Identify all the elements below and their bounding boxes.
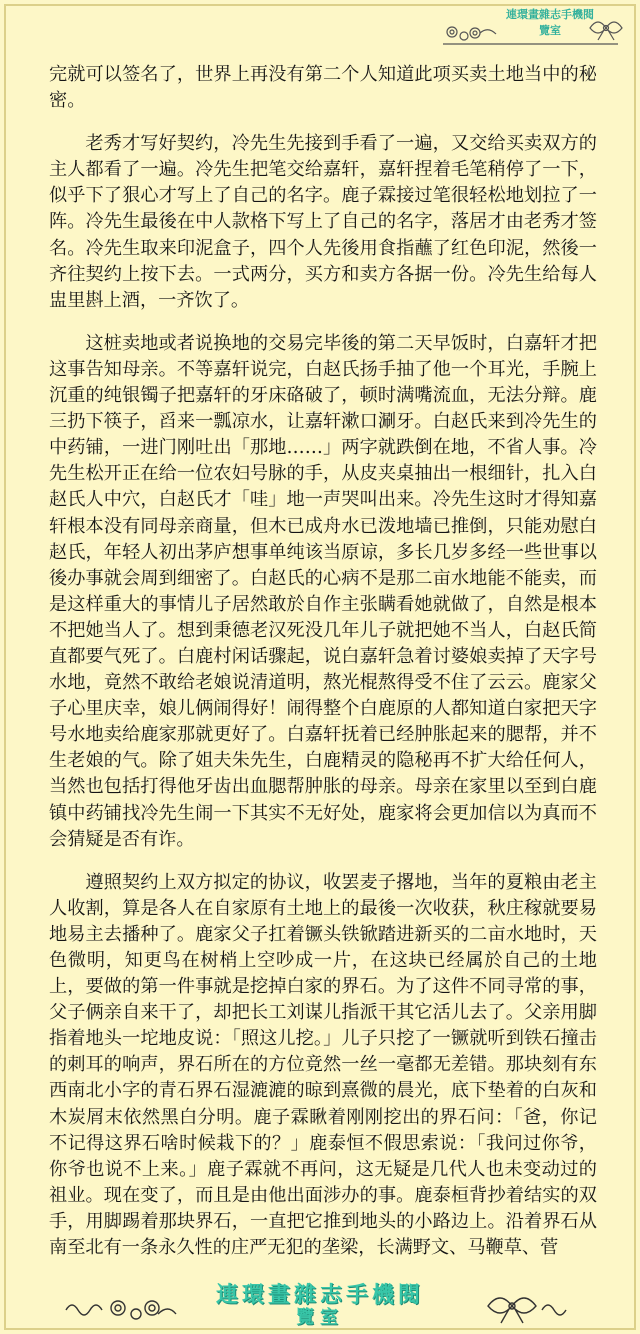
header-watermark-line1: 連環畫雜志手機閱: [506, 8, 594, 21]
header-watermark-line2: 覽室: [539, 24, 561, 37]
paragraph-2: 老秀才写好契约，冷先生先接到手看了一遍，又交给买卖双方的主人都看了一遍。冷先生把笔交给嘉轩，嘉轩捏着毛笔稍停了一下，似乎下了狠心才写上了自己的名字。鹿子霖接过笔很轻松地划拉了一阵。冷先生最後在中人款格下写上了自己的名字，落居才由老秀才签名。冷先生取来印泥盒子，四个人先後用食指蘸了红色印泥，然後一齐往契约上按下去。一式两分，买方和卖方各据一份。冷先生给每人盅里斟上酒，一齐饮了。: [49, 133, 597, 311]
header-watermark: [440, 6, 630, 50]
footer-watermark-line2: 覽室: [296, 1307, 344, 1328]
footer-watermark: [58, 1284, 582, 1328]
paragraph-4: 遵照契约上双方拟定的协议，收罢麦子撂地，当年的夏粮由老主人收割，算是各人在自家原有土地上的最後一次收获，秋庄稼就要易地易主去播种了。鹿家父子扛着镢头铁锨踏进新买的二亩水地时，天色微明，知更鸟在树梢上空吵成一片，在这块已经属於自己的土地上，要做的第一件事就是挖掉白家的界石。为了这件不同寻常的事，父子俩亲自来干了，却把长工刘谋儿指派干其它活儿去了。父亲用脚指着地头一坨地皮说：「照这儿挖。」儿子只挖了一镢就听到铁石撞击的刺耳的响声，界石所在的方位竟然一丝一毫都无差错。那块刻有东西南北小字的青石界石湿漉漉的晾到熹微的晨光，底下垫着的白灰和木炭屑末依然黑白分明。鹿子霖瞅着刚刚挖出的界石问：「爸，你记不记得这界石啥时候栽下的？」鹿泰恒不假思索说：「我问过你爷，你爷也说不上来。」鹿子霖就不再问，这无疑是几代人也未变动过的祖业。现在变了，而且是由他出面涉办的事。鹿泰桓背抄着结实的双手，用脚踢着那块界石，一直把它推到地头的小路边上。沿着界石从南至北有一条永久性的庄严无犯的垄梁，长满野文、马鞭草、菅: [49, 871, 597, 1259]
paragraph-3: 这桩卖地或者说换地的交易完毕後的第二天早饭时，白嘉轩才把这事告知母亲。不等嘉轩说完，白赵氏扬手抽了他一个耳光，手腕上沉重的纯银镯子把嘉轩的牙床硌破了，顿时满嘴流血，无法分辩。鹿三扔下筷子，舀来一瓢凉水，让嘉轩漱口涮牙。白赵氏来到冷先生的中药铺，一进门刚吐出「那地……」两字就跌倒在地，不省人事。冷先生松开正在给一位农妇号脉的手，从皮夹桌抽出一根细针，扎入白赵氏人中穴，白赵氏才「哇」地一声哭叫出来。冷先生这时才得知嘉轩根本没有同母亲商量，但木已成舟水已泼地墙已推倒，只能劝慰白赵氏，年轻人初出茅庐想事单纯该当原谅，多长几岁多经一些世事以後办事就会周到细密了。白赵氏的心病不是那二亩水地能不能卖，而是这样重大的事情儿子居然敢於自作主张瞒看她就做了，自然是根本不把她当人了。想到秉德老汉死没几年儿子就把她不当人，白赵氏简直都要气死了。白鹿村闲话骤起，说白嘉轩急着讨婆娘卖掉了天字号水地，竟然不敢给老娘说清道明，熬光棍熬得受不住了云云。鹿家父子心里庆幸，娘儿俩闹得好！闹得整个白鹿原的人都知道白家把天字号水地卖给鹿家那就更好了。白嘉轩抚着已经肿胀起来的腮帮，并不生老娘的气。除了姐夫朱先生，白鹿精灵的隐秘再不扩大给任何人，当然也包括打得他牙齿出血腮帮肿胀的母亲。母亲在家里以至到白鹿镇中药铺找冷先生闹一下其实不无好处，鹿家将会更加信以为真而不会猜疑是否有诈。: [49, 332, 597, 850]
article-body: [49, 62, 597, 1278]
paragraph-1: 完就可以签名了，世界上再没有第二个人知道此项买卖土地当中的秘密。: [49, 64, 597, 112]
footer-watermark-line1: 連環畫雜志手機閱: [215, 1283, 424, 1308]
